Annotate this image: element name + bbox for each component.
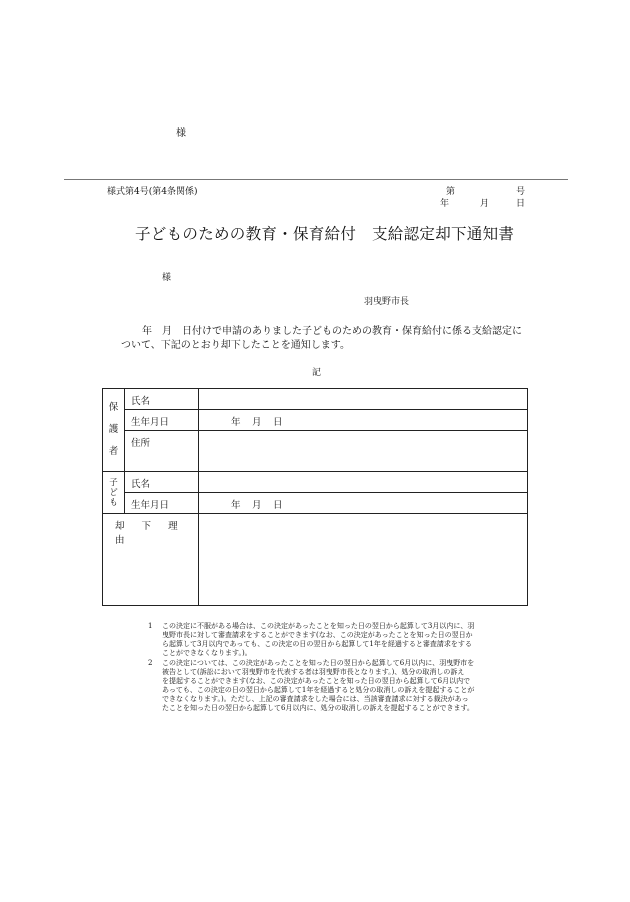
details-table xyxy=(102,388,528,606)
child-name-value[interactable] xyxy=(199,472,528,493)
guardian-char-3: 者 xyxy=(108,446,119,457)
child-name-row xyxy=(103,472,528,493)
date-year-label: 年 xyxy=(440,199,450,209)
rejection-reason-label xyxy=(103,514,199,606)
guardian-char-2: 護 xyxy=(108,424,119,435)
date-month-label: 月 xyxy=(480,199,490,209)
note-2-line: を提起することができます(なお、この決定があったことを知った日の翌日から起算して6月以内で xyxy=(162,677,471,685)
fold-separator-line xyxy=(64,179,568,180)
date-day-label: 日 xyxy=(516,199,526,209)
child-dob-label: 生年月日 xyxy=(125,493,199,514)
guardian-name-row xyxy=(103,389,528,410)
note-1 xyxy=(150,622,480,658)
envelope-addressee-suffix: 様 xyxy=(176,128,186,139)
guardian-name-label: 氏名 xyxy=(125,389,199,410)
guardian-address-row xyxy=(103,431,528,472)
child-dob-row xyxy=(103,493,528,514)
note-1-line: ら起算して3月以内であっても、この決定の日の翌日から起算して1年を経過すると審査請求をする xyxy=(162,640,472,648)
document-title: 子どものための教育・保育給付 支給認定却下通知書 xyxy=(135,225,515,243)
guardian-group-label xyxy=(103,389,125,472)
note-2 xyxy=(150,659,480,713)
recipient-suffix: 様 xyxy=(162,273,172,283)
child-char-1: 子 xyxy=(109,477,118,488)
ki-heading: 記 xyxy=(312,368,322,378)
body-text-line1: 年 月 日付けで申請のありました子どものための教育・保育給付に係る支給認定に xyxy=(132,326,522,337)
guardian-dob-row xyxy=(103,410,528,431)
note-2-number: 2 xyxy=(148,659,153,667)
issuer-name: 羽曳野市長 xyxy=(364,297,410,307)
rejection-reason-value[interactable] xyxy=(199,514,528,606)
guardian-dob-value[interactable]: 年 月 日 xyxy=(199,410,528,431)
note-2-line: この決定については、この決定があったことを知った日の翌日から起算して6月以内に、羽曳野市を xyxy=(162,659,475,667)
note-1-line: ことができなくなります。)。 xyxy=(162,649,252,657)
child-char-2: ど xyxy=(109,487,118,498)
reason-char-2: 下 xyxy=(141,521,152,532)
note-1-number: 1 xyxy=(148,622,153,630)
note-2-line: たことを知った日の翌日から起算して6月以内に、処分の取消しの訴えを提起することができます。 xyxy=(162,704,474,712)
form-number: 様式第4号(第4条関係) xyxy=(107,187,198,197)
body-text-line2: ついて、下記のとおり却下したことを通知します。 xyxy=(121,340,350,351)
reason-char-1: 却 xyxy=(115,521,125,532)
reason-char-4: 由 xyxy=(115,535,125,546)
child-char-3: も xyxy=(109,497,118,508)
guardian-dob-label: 生年月日 xyxy=(125,410,199,431)
note-1-line: この決定に不服がある場合は、この決定があったことを知った日の翌日から起算して3月以内に、羽 xyxy=(162,622,475,630)
guardian-name-value[interactable] xyxy=(199,389,528,410)
doc-number-prefix: 第 xyxy=(446,187,456,197)
guardian-address-value[interactable] xyxy=(199,431,528,472)
guardian-address-label: 住所 xyxy=(125,431,199,472)
child-dob-value[interactable]: 年 月 日 xyxy=(199,493,528,514)
note-2-line: あっても、この決定の日の翌日から起算して1年を経過すると処分の取消しの訴えを提起することが xyxy=(162,686,475,694)
note-2-line: できなくなります。)。ただし、上記の審査請求をした場合には、当該審査請求に対する裁決があっ xyxy=(162,695,469,703)
child-name-label: 氏名 xyxy=(125,472,199,493)
note-1-line: 曳野市長に対して審査請求をすることができます(なお、この決定があったことを知った日の翌日か xyxy=(162,631,473,639)
guardian-char-1: 保 xyxy=(108,402,119,413)
reason-char-3: 理 xyxy=(168,521,178,532)
doc-number-suffix: 号 xyxy=(516,187,526,197)
child-group-label xyxy=(103,472,125,514)
reason-row xyxy=(103,514,528,606)
note-2-line: 被告として(訴訟において羽曳野市を代表する者は羽曳野市長となります。)、処分の取消しの訴え xyxy=(162,668,465,676)
